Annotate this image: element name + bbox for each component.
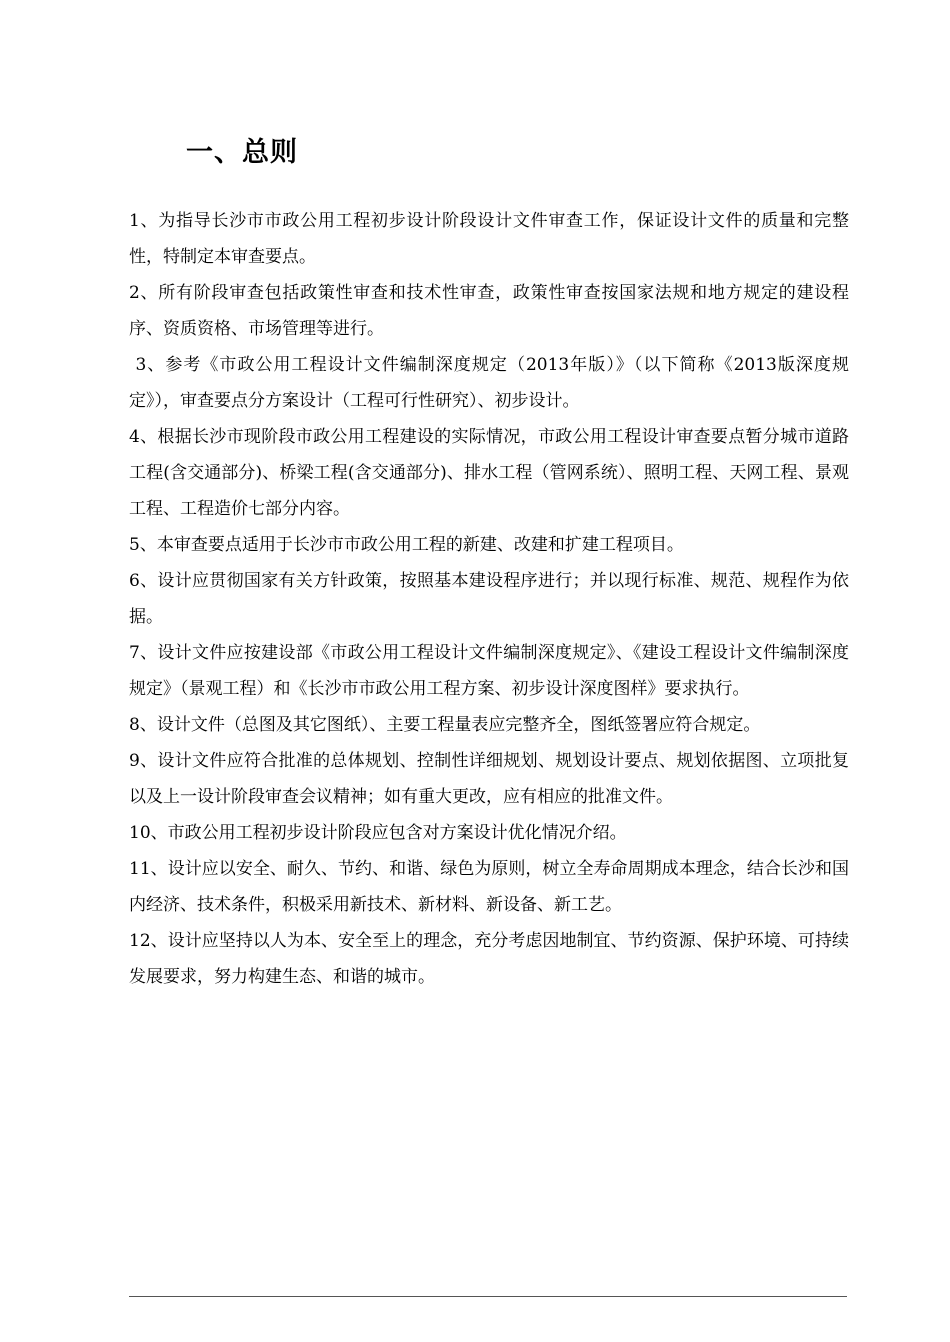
paragraph-4: 4、根据长沙市现阶段市政公用工程建设的实际情况，市政公用工程设计审查要点暂分城市道路工程(含交通部分)、桥梁工程(含交通部分)、排水工程（管网系统）、照明工程、天网工程、景观工程、工程造价七部分内容。 [129, 427, 849, 519]
paragraph-12: 12、设计应坚持以人为本、安全至上的理念，充分考虑因地制宜、节约资源、保护环境、可持续发展要求，努力构建生态、和谐的城市。 [129, 931, 849, 987]
paragraph-11: 11、设计应以安全、耐久、节约、和谐、绿色为原则，树立全寿命周期成本理念，结合长沙和国内经济、技术条件，积极采用新技术、新材料、新设备、新工艺。 [129, 859, 849, 915]
paragraph-7: 7、设计文件应按建设部《市政公用工程设计文件编制深度规定》、《建设工程设计文件编制深度规定》（景观工程）和《长沙市市政公用工程方案、初步设计深度图样》要求执行。 [129, 643, 849, 699]
paragraph-3: 3、参考《市政公用工程设计文件编制深度规定（2013年版）》（以下简称《2013版深度规定》），审查要点分方案设计（工程可行性研究）、初步设计。 [129, 355, 849, 411]
paragraph-2: 2、所有阶段审查包括政策性审查和技术性审查，政策性审查按国家法规和地方规定的建设程序、资质资格、市场管理等进行。 [129, 283, 849, 339]
paragraph-10: 10、市政公用工程初步设计阶段应包含对方案设计优化情况介绍。 [129, 823, 627, 843]
paragraph-8: 8、设计文件（总图及其它图纸）、主要工程量表应完整齐全，图纸签署应符合规定。 [129, 715, 761, 735]
paragraph-6: 6、设计应贯彻国家有关方针政策，按照基本建设程序进行；并以现行标准、规范、规程作为依据。 [129, 571, 849, 627]
section-body [129, 203, 849, 995]
paragraph-5: 5、本审查要点适用于长沙市市政公用工程的新建、改建和扩建工程项目。 [129, 535, 684, 555]
footer-divider [129, 1296, 847, 1297]
section-heading: 一、总则 [186, 137, 298, 168]
paragraph-9: 9、设计文件应符合批准的总体规划、控制性详细规划、规划设计要点、规划依据图、立项批复以及上一设计阶段审查会议精神；如有重大更改，应有相应的批准文件。 [129, 751, 849, 807]
paragraph-1: 1、为指导长沙市市政公用工程初步设计阶段设计文件审查工作，保证设计文件的质量和完整性，特制定本审查要点。 [129, 211, 849, 267]
